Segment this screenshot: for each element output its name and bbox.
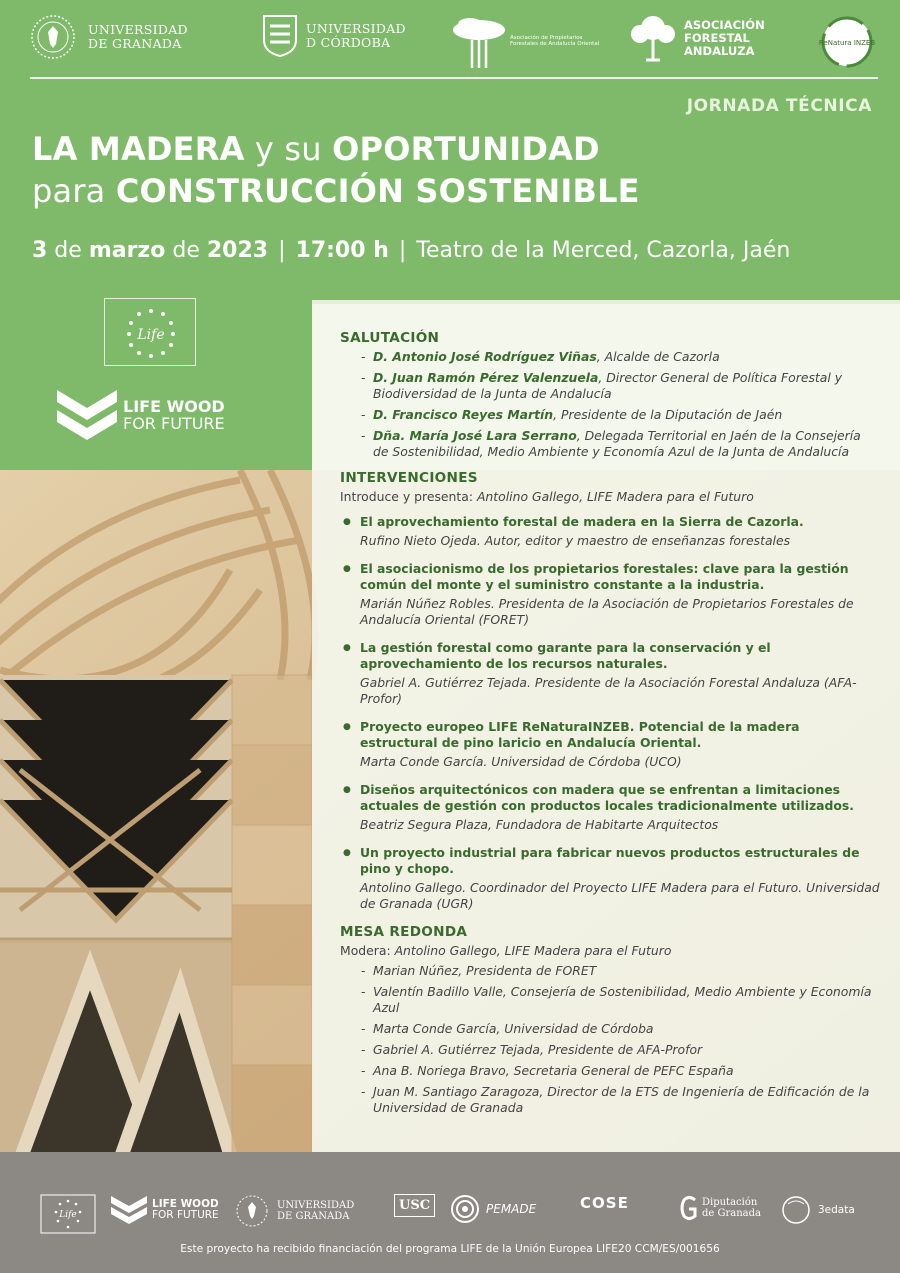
- talk-item: [340, 719, 880, 770]
- event-type: JORNADA TÉCNICA: [686, 96, 872, 116]
- spiral-icon: [450, 1194, 480, 1224]
- ugr-logo-text: UNIVERSIDAD DE GRANADA: [88, 22, 188, 51]
- panelist-item: - Ana B. Noriega Bravo, Secretaria General de PEFC España: [340, 1063, 880, 1079]
- moderator-line: Modera: Antolino Gallego, LIFE Madera para el Futuro: [340, 943, 672, 958]
- forest-tree-icon: [628, 14, 678, 62]
- talk-title: ● Diseños arquitectónicos con madera que se enfrentan a limitaciones actuales de gestión con productos locales tradicionalmente utilizados.: [360, 782, 854, 813]
- talk-title: ● Un proyecto industrial para fabricar nuevos productos estructurales de pino y chopo.: [360, 845, 860, 876]
- program-content: [340, 330, 880, 1121]
- panelist-item: - Valentín Badillo Valle, Consejería de Sostenibilidad, Medio Ambiente y Economía Azul: [340, 984, 880, 1016]
- footer-eu-stars-icon: [40, 1194, 96, 1234]
- talk-speaker: Gabriel A. Gutiérrez Tejada. Presidente de la Asociación Forestal Andaluza (AFA-Profor): [360, 675, 857, 706]
- footer-3edata-logo: 3edata: [780, 1194, 855, 1226]
- footer-diputacion-logo: Diputación de Granada: [680, 1194, 761, 1222]
- talk-item: [340, 514, 880, 549]
- title-line-1: LA MADERA y su OPORTUNIDAD: [32, 130, 600, 168]
- foret-logo: [450, 14, 605, 68]
- greeting-item: - Dña. María José Lara Serrano, Delegada Territorial en Jaén de la Consejería de Sostenibilidad, Medio Ambiente y Economía Azul de la Junta de Andalucía: [340, 428, 880, 460]
- foret-logo-text: Asociación de Propietarios Forestales de Andalucía Oriental: [510, 34, 600, 47]
- event-month: marzo: [88, 238, 166, 263]
- footer-ugr-logo: UNIVERSIDAD DE GRANADA: [235, 1194, 354, 1228]
- panelist-item: - Marian Núñez, Presidenta de FORET: [340, 963, 880, 979]
- talk-item: [340, 845, 880, 912]
- footer-pemade-logo: PEMADE: [450, 1194, 536, 1224]
- funding-notice: Este proyecto ha recibido financiación del programa LIFE de la Unión Europea LIFE20 CCM/ES/001656: [180, 1243, 720, 1255]
- event-place: Teatro de la Merced, Cazorla, Jaén: [416, 238, 791, 263]
- eu-life-logo: [104, 298, 196, 366]
- footer-lwf-logo: LIFE WOOD FOR FUTURE: [110, 1194, 219, 1226]
- lwf-line-2: FOR FUTURE: [123, 414, 225, 433]
- uco-shield-icon: [262, 14, 298, 58]
- uco-line-2: D CÓRDOBA: [306, 35, 391, 50]
- talk-speaker: Antolino Gallego. Coordinador del Proyecto LIFE Madera para el Futuro. Universidad de Granada (UGR): [360, 880, 880, 911]
- renatura-ring-icon: [816, 14, 878, 70]
- section-heading-salutacion: SALUTACIÓN: [340, 330, 440, 346]
- footer-cose-logo: COSE: [580, 1194, 629, 1212]
- section-heading-mesa-redonda: MESA REDONDA: [340, 924, 468, 940]
- talk-title: ● La gestión forestal como garante para la conservación y el aprovechamiento de los recursos naturales.: [360, 640, 771, 671]
- panelist-item: - Juan M. Santiago Zaragoza, Director de la ETS de Ingeniería de Edificación de la Universidad de Granada: [340, 1084, 880, 1116]
- panelist-item: - Gabriel A. Gutiérrez Tejada, Presidente de AFA-Profor: [340, 1042, 880, 1058]
- event-day: 3: [32, 238, 48, 263]
- uco-line-1: UNIVERSIDAD: [306, 21, 406, 36]
- event-time: 17:00 h: [295, 238, 389, 263]
- talk-title: ● El aprovechamiento forestal de madera en la Sierra de Cazorla.: [360, 514, 804, 529]
- event-details: 3 de marzo de 2023 | 17:00 h | Teatro de la Merced, Cazorla, Jaén: [32, 238, 791, 263]
- tree-icon: [450, 14, 508, 68]
- talk-speaker: Marta Conde García. Universidad de Córdoba (UCO): [360, 754, 682, 769]
- footer-logos: [40, 1194, 870, 1242]
- renatura-logo: [816, 14, 878, 70]
- afa-line-1: ASOCIACIÓN: [684, 17, 765, 32]
- event-year: 2023: [206, 238, 269, 263]
- 3edata-circle-icon: [780, 1194, 812, 1226]
- eu-stars-icon: [105, 299, 197, 367]
- footer-usc-logo: USC: [394, 1194, 435, 1217]
- diputacion-g-icon: [680, 1194, 698, 1222]
- talk-title: ● El asociacionismo de los propietarios forestales: clave para la gestión común del monte y el suministro constante a la industria.: [360, 561, 849, 592]
- footer-eu-life-logo: [40, 1194, 96, 1234]
- afa-logo: [628, 14, 765, 62]
- greeting-item: - D. Juan Ramón Pérez Valenzuela, Director General de Política Forestal y Biodiversidad de la Junta de Andalucía: [340, 370, 880, 402]
- afa-line-3: ANDALUZA: [684, 43, 755, 58]
- partner-logos: [30, 14, 880, 76]
- talk-speaker: Marián Núñez Robles. Presidenta de la Asociación de Propietarios Forestales de Andalucía Oriental (FORET): [360, 596, 854, 627]
- talk-speaker: Rufino Nieto Ojeda. Autor, editor y maestro de enseñanzas forestales: [360, 533, 791, 548]
- lwf-line-1: LIFE WOOD: [123, 397, 225, 416]
- renatura-text: ReNatura INZEB: [818, 39, 876, 47]
- title-line-2: para CONSTRUCCIÓN SOSTENIBLE: [32, 172, 640, 210]
- uco-logo: [262, 14, 406, 58]
- talk-speaker: Beatriz Segura Plaza, Fundadora de Habitarte Arquitectos: [360, 817, 719, 832]
- chevron-stack-icon: [55, 386, 119, 444]
- header-divider: [30, 77, 878, 79]
- footer-chevron-icon: [110, 1194, 148, 1226]
- footer-life-text: Life: [59, 1210, 77, 1220]
- greeting-item: - D. Francisco Reyes Martín, Presidente de la Diputación de Jaén: [340, 407, 880, 423]
- talk-item: [340, 782, 880, 833]
- eu-life-text: Life: [137, 327, 165, 343]
- talk-title: ● Proyecto europeo LIFE ReNaturaINZEB. Potencial de la madera estructural de pino laricio en Andalucía Oriental.: [360, 719, 800, 750]
- life-wood-for-future-logo: [55, 386, 225, 444]
- greeting-item: - D. Antonio José Rodríguez Viñas, Alcalde de Cazorla: [340, 349, 880, 365]
- talk-item: [340, 561, 880, 628]
- talk-item: [340, 640, 880, 707]
- panelist-item: - Marta Conde García, Universidad de Córdoba: [340, 1021, 880, 1037]
- presenter-line: Introduce y presenta: Antolino Gallego, LIFE Madera para el Futuro: [340, 489, 754, 504]
- section-heading-intervenciones: INTERVENCIONES: [340, 470, 478, 486]
- header-band: [0, 0, 900, 300]
- footer-ugr-seal-icon: [235, 1194, 269, 1228]
- ugr-seal-icon: [30, 14, 76, 60]
- afa-line-2: FORESTAL: [684, 30, 750, 45]
- ugr-logo: [30, 14, 188, 60]
